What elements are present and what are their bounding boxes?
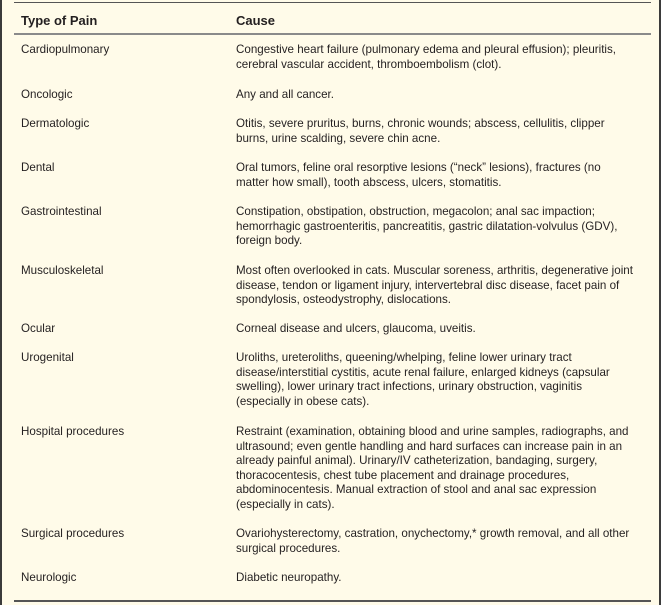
table-top-rule [14, 2, 651, 3]
pain-type: Urogenital [21, 351, 74, 364]
pain-cause: Ovariohysterectomy, castration, onychectomy,* growth removal, and all other surgical procedures. [236, 527, 630, 555]
header-rule [14, 33, 651, 35]
pain-type: Neurologic [21, 571, 77, 584]
pain-type: Cardiopulmonary [21, 43, 110, 56]
column-header-cause: Cause [236, 13, 276, 28]
pain-cause: Congestive heart failure (pulmonary edema and pleural effusion); pleuritis, cerebral vascular accident, thromboembolism (clot). [236, 43, 617, 71]
pain-type: Dermatologic [21, 117, 90, 130]
pain-cause: Constipation, obstipation, obstruction, megacolon; anal sac impaction; hemorrhagic gastroenteritis, pancreatitis, gastric dilatation-volvulus (GDV), foreign body. [236, 205, 618, 248]
pain-type: Oncologic [21, 88, 73, 101]
pain-cause: Diabetic neuropathy. [236, 571, 342, 584]
column-header-type: Type of Pain [21, 13, 98, 28]
pain-type: Ocular [21, 322, 56, 335]
pain-type: Musculoskeletal [21, 264, 104, 277]
pain-cause: Most often overlooked in cats. Muscular soreness, arthritis, degenerative joint disease, tendon or ligament injury, intervertebral disc disease, facet pain of spondylosis, osteodystrophy, dislocations. [236, 264, 633, 307]
table-bottom-rule [14, 600, 651, 602]
pain-type: Dental [21, 161, 55, 174]
pain-cause: Restraint (examination, obtaining blood and urine samples, radiographs, and ultrasound; even gentle handling and hard surfaces can increase pain in an already painful animal). Urinary/IV catheterization, bandaging, surgery, thoracocentesis, chest tube placement and drainage procedures, abdominocentesis. Manual extraction of stool and anal sac expression (especially in cats). [236, 425, 629, 511]
pain-type: Gastrointestinal [21, 205, 102, 218]
pain-cause: Oral tumors, feline oral resorptive lesions (“neck” lesions), fractures (no matter how small), tooth abscess, ulcers, stomatitis. [236, 161, 601, 189]
pain-cause: Otitis, severe pruritus, burns, chronic wounds; abscess, cellulitis, clipper burns, urine scalding, severe chin acne. [236, 117, 605, 145]
pain-cause: Uroliths, ureteroliths, queening/whelping, feline lower urinary tract disease/interstitial cystitis, acute renal failure, enlarged kidneys (capsular swelling), lower urinary tract infections, urinary obstruction, vaginitis (especially in obese cats). [236, 351, 610, 408]
pain-cause: Corneal disease and ulcers, glaucoma, uveitis. [236, 322, 476, 335]
pain-type: Hospital procedures [21, 425, 125, 438]
pain-cause: Any and all cancer. [236, 88, 334, 101]
pain-type: Surgical procedures [21, 527, 125, 540]
frame-border-left [0, 0, 2, 605]
